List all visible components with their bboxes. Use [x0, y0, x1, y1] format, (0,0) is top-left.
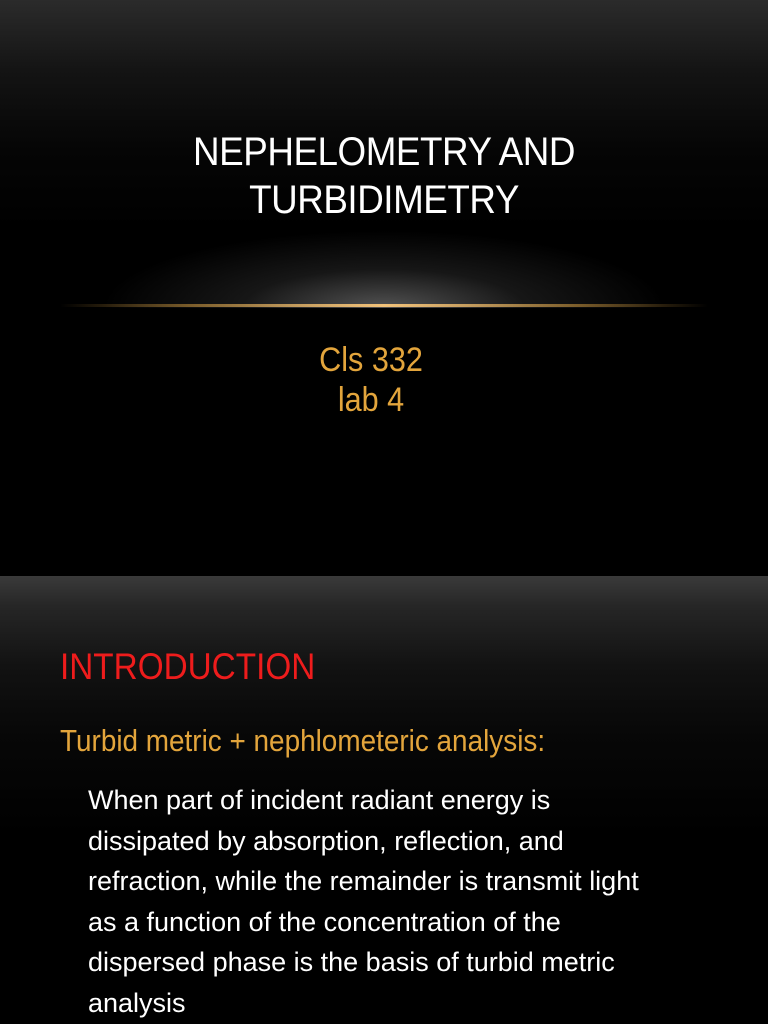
subtitle-course: Cls 332 [319, 341, 423, 379]
introduction-body-text: When part of incident radiant energy is dissipated by absorption, reflection, and refraction, while the remainder is transmit light as a function of the concentration of the dispersed phase is the basis of turbid metric analysis [88, 785, 639, 1018]
slide-title [31, 128, 738, 224]
subtitle-lab: lab 4 [337, 381, 405, 419]
slide-subtitle [37, 340, 705, 420]
title-divider-line [60, 304, 708, 307]
slide-title-line-2: TURBIDIMETRY [249, 178, 519, 222]
introduction-heading: INTRODUCTION [60, 646, 316, 687]
analysis-subheading: Turbid metric + nephlometeric analysis: [60, 723, 546, 758]
slide-title-line-1: NEPHELOMETRY AND [193, 130, 575, 174]
title-glow-decoration [100, 230, 668, 308]
